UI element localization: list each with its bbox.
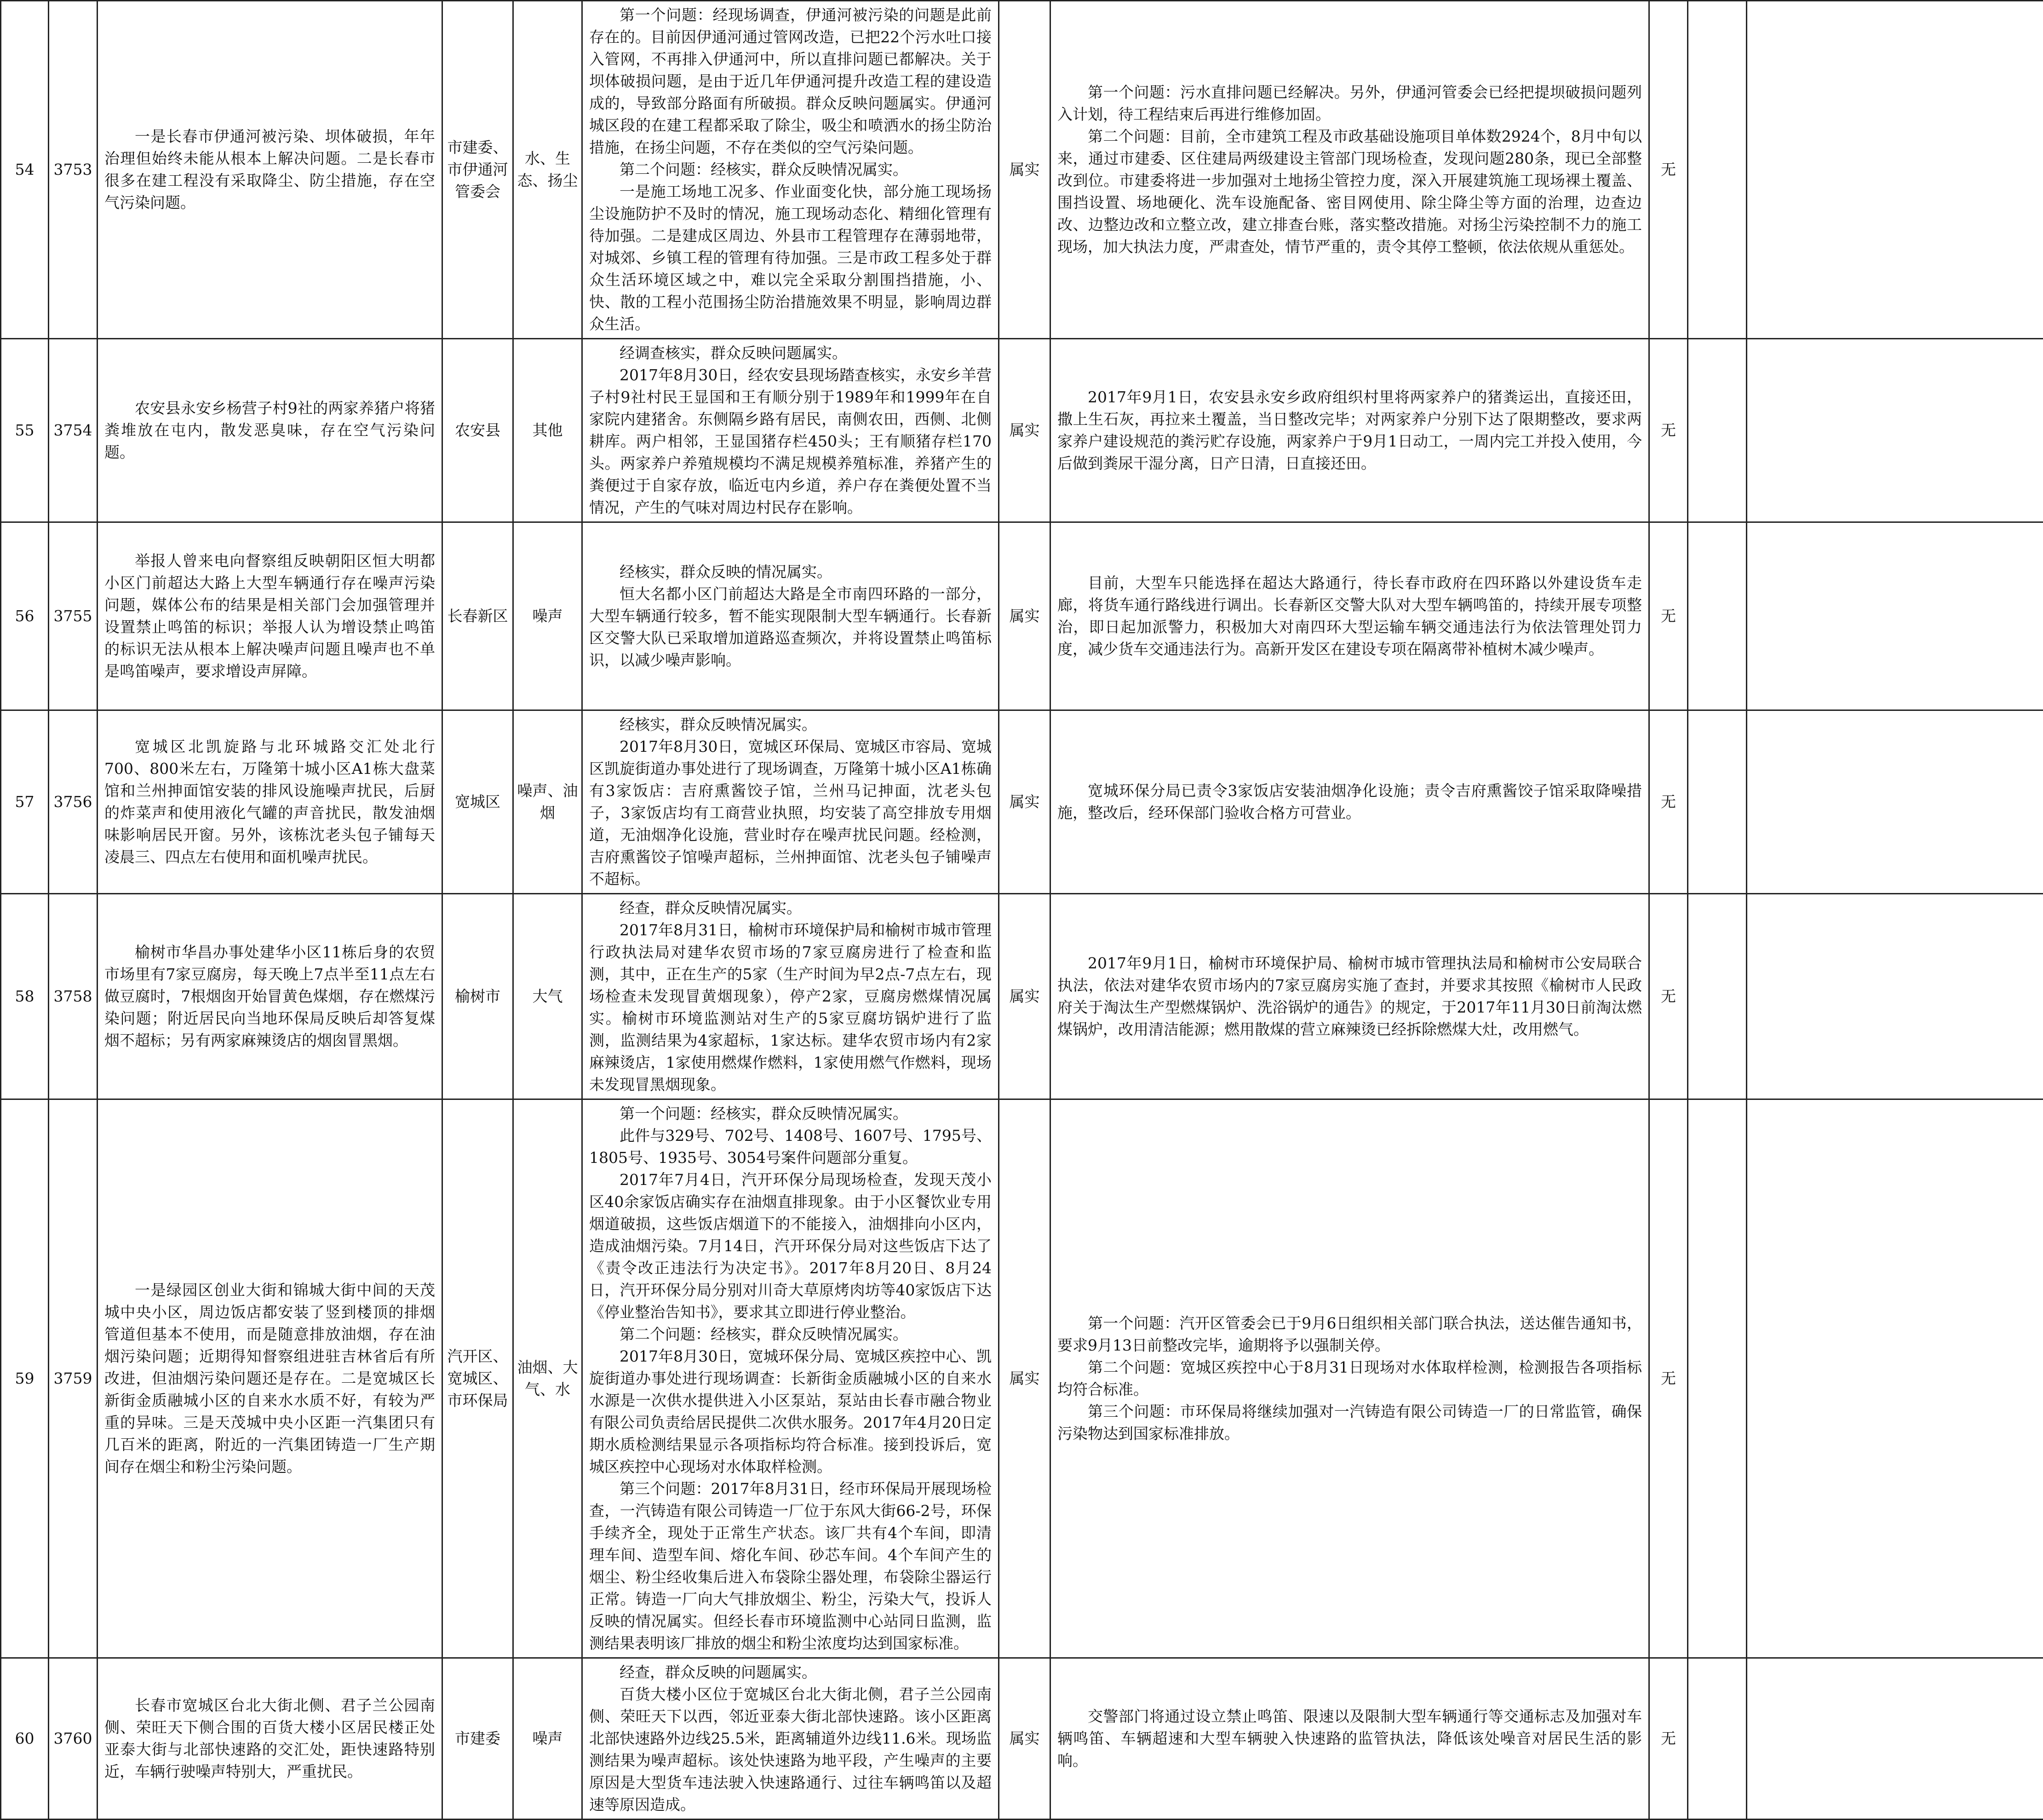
table-row: [1, 1658, 2043, 1820]
blank-cell: [1747, 710, 2043, 894]
case-id-cell: 3755: [49, 522, 98, 710]
paragraph: 目前，大型车只能选择在超达大路通行，待长春市政府在四环路以外建设货车走廊，将货车通行路线进行调出。长春新区交警大队对大型车辆鸣笛的，持续开展专项整治，即日起加派警力，积极加大对南四环大型运输车辆交通违法行为依法管理处罚力度，减少货车交通违法行为。高新开发区在建设专项在隔离带补植树木减少噪声。: [1057, 572, 1642, 660]
administrative-region-cell: 榆树市: [442, 894, 513, 1099]
paragraph: 第三个问题：市环保局将继续加强对一汽铸造有限公司铸造一厂的日常监管，确保污染物达到国家标准排放。: [1057, 1401, 1642, 1445]
handling-result-cell: [1050, 1099, 1649, 1658]
blank-cell: [1688, 1, 1747, 339]
accountability-cell: 无: [1649, 522, 1688, 710]
paragraph: 第二个问题：经核实，群众反映情况属实。: [589, 159, 992, 181]
paragraph: 经核实，群众反映情况属实。: [589, 714, 992, 736]
investigation-findings-cell: [582, 522, 999, 710]
verification-result-cell: 属实: [999, 522, 1050, 710]
table-row: [1, 894, 2043, 1099]
accountability-cell: 无: [1649, 710, 1688, 894]
case-id-cell: 3760: [49, 1658, 98, 1820]
paragraph: 第二个问题：目前，全市建筑工程及市政基础设施项目单体数2924个，8月中旬以来，通过市建委、区住建局两级建设主管部门现场检查，发现问题280条，现已全部整改到位。市建委将进一步加强对土地扬尘管控力度，深入开展建筑施工现场裸土覆盖、围挡设置、场地硬化、洗车设施配备、密目网使用、除尘降尘等方面的治理，边查边改、边整边改和立整立改，建立排查台账，落实整改措施。对扬尘污染控制不力的施工现场，加大执法力度，严肃查处，情节严重的，责令其停工整顿，依法依规从重惩处。: [1057, 126, 1642, 258]
handling-result-cell: [1050, 710, 1649, 894]
administrative-region-cell: 汽开区、宽城区、市环保局: [442, 1099, 513, 1658]
investigation-findings-cell: [582, 339, 999, 522]
blank-cell: [1688, 339, 1747, 522]
table-row: [1, 522, 2043, 710]
pollution-type-cell: 大气: [513, 894, 582, 1099]
paragraph: 第一个问题：汽开区管委会已于9月6日组织相关部门联合执法，送达催告通知书，要求9月13日前整改完毕，逾期将予以强制关停。: [1057, 1312, 1642, 1356]
paragraph: 宽城环保分局已责令3家饭店安装油烟净化设施；责令吉府熏酱饺子馆采取降噪措施，整改后，经环保部门验收合格方可营业。: [1057, 780, 1642, 824]
complaint-content-cell: [98, 1099, 442, 1658]
blank-cell: [1688, 522, 1747, 710]
handling-result-cell: [1050, 894, 1649, 1099]
complaint-content-cell: [98, 339, 442, 522]
administrative-region-cell: 市建委: [442, 1658, 513, 1820]
paragraph: 第三个问题：2017年8月31日，经市环保局开展现场检查，一汽铸造有限公司铸造一厂位于东风大街66-2号，环保手续齐全，现处于正常生产状态。该厂共有4个车间，即清理车间、造型车间、熔化车间、砂芯车间。4个车间产生的烟尘、粉尘经收集后进入布袋除尘器处理，布袋除尘器运行正常。铸造一厂向大气排放烟尘、粉尘，污染大气，投诉人反映的情况属实。但经长春市环境监测中心站同日监测，监测结果表明该厂排放的烟尘和粉尘浓度均达到国家标准。: [589, 1478, 992, 1654]
complaint-content-cell: [98, 710, 442, 894]
administrative-region-cell: 宽城区: [442, 710, 513, 894]
row-number-cell: 54: [1, 1, 49, 339]
pollution-type-cell: 噪声: [513, 522, 582, 710]
paragraph: 经查，群众反映的问题属实。: [589, 1661, 992, 1683]
verification-result-cell: 属实: [999, 339, 1050, 522]
complaint-text: 举报人曾来电向督察组反映朝阳区恒大明都小区门前超达大路上大型车辆通行存在噪声污染问题，媒体公布的结果是相关部门会加强管理并设置禁止鸣笛的标识；举报人认为增设禁止鸣笛的标识无法从根本上解决噪声问题且噪声也不单是鸣笛噪声，要求增设声屏障。: [104, 550, 435, 682]
pollution-type-cell: 其他: [513, 339, 582, 522]
blank-cell: [1747, 522, 2043, 710]
pollution-type-cell: 水、生态、扬尘: [513, 1, 582, 339]
pollution-type-cell: 油烟、大气、水: [513, 1099, 582, 1658]
verification-result-cell: 属实: [999, 1658, 1050, 1820]
verification-result-cell: 属实: [999, 1099, 1050, 1658]
pollution-type-cell: 噪声: [513, 1658, 582, 1820]
case-id-cell: 3758: [49, 894, 98, 1099]
case-id-cell: 3759: [49, 1099, 98, 1658]
accountability-cell: 无: [1649, 339, 1688, 522]
paragraph: 一是施工场地工况多、作业面变化快，部分施工现场扬尘设施防护不及时的情况，施工现场动态化、精细化管理有待加强。二是建成区周边、外县市工程管理存在薄弱地带，对城郊、乡镇工程的管理有待加强。三是市政工程多处于群众生活环境区域之中，难以完全采取分割围挡措施，小、快、散的工程小范围扬尘防治措施效果不明显，影响周边群众生活。: [589, 181, 992, 335]
paragraph: 第二个问题：宽城区疾控中心于8月31日现场对水体取样检测，检测报告各项指标均符合标准。: [1057, 1356, 1642, 1401]
blank-cell: [1747, 1099, 2043, 1658]
paragraph: 2017年8月31日，榆树市环境保护局和榆树市城市管理行政执法局对建华农贸市场的7家豆腐房进行了检查和监测，其中，正在生产的5家（生产时间为早2点-7点左右，现场检查未发现冒黄烟现象），停产2家，豆腐房燃煤情况属实。榆树市环境监测站对生产的5家豆腐坊锅炉进行了监测，监测结果为4家超标，1家达标。建华农贸市场内有2家麻辣烫店，1家使用燃煤作燃料，1家使用燃气作燃料，现场未发现冒黑烟现象。: [589, 919, 992, 1096]
row-number-cell: 56: [1, 522, 49, 710]
investigation-findings-cell: [582, 710, 999, 894]
administrative-region-cell: 长春新区: [442, 522, 513, 710]
complaint-text: 一是长春市伊通河被污染、坝体破损，年年治理但始终未能从根本上解决问题。二是长春市很多在建工程没有采取降尘、防尘措施，存在空气污染问题。: [104, 126, 435, 214]
pollution-type-cell: 噪声、油烟: [513, 710, 582, 894]
paragraph: 交警部门将通过设立禁止鸣笛、限速以及限制大型车辆通行等交通标志及加强对车辆鸣笛、车辆超速和大型车辆驶入快速路的监管执法，降低该处噪音对居民生活的影响。: [1057, 1706, 1642, 1772]
handling-result-cell: [1050, 522, 1649, 710]
table-row: [1, 1, 2043, 339]
case-id-cell: 3756: [49, 710, 98, 894]
complaint-text: 一是绿园区创业大街和锦城大街中间的天茂城中央小区，周边饭店都安装了竖到楼顶的排烟管道但基本不使用，而是随意排放油烟，存在油烟污染问题；近期得知督察组进驻吉林省后有所改进，但油烟污染问题还是存在。二是宽城区长新街金质融城小区的自来水水质不好，有较为严重的异味。三是天茂城中央小区距一汽集团只有几百米的距离，附近的一汽集团铸造一厂生产期间存在烟尘和粉尘污染问题。: [104, 1279, 435, 1478]
investigation-findings-cell: [582, 894, 999, 1099]
paragraph: 2017年9月1日，农安县永安乡政府组织村里将两家养户的猪粪运出，直接还田，撒上生石灰，再拉来土覆盖，当日整改完毕；对两家养户分别下达了限期整改，要求两家养户建设规范的粪污贮存设施，两家养户于9月1日动工，一周内完工并投入使用，今后做到粪尿干湿分离，日产日清，日直接还田。: [1057, 386, 1642, 475]
accountability-cell: 无: [1649, 1658, 1688, 1820]
blank-cell: [1747, 1, 2043, 339]
case-id-cell: 3753: [49, 1, 98, 339]
complaint-text: 长春市宽城区台北大街北侧、君子兰公园南侧、荣旺天下侧合围的百货大楼小区居民楼正处亚泰大街与北部快速路的交汇处，距快速路特别近，车辆行驶噪声特别大，严重扰民。: [104, 1694, 435, 1783]
investigation-findings-cell: [582, 1658, 999, 1820]
blank-cell: [1747, 339, 2043, 522]
paragraph: 2017年8月30日，宽城环保分局、宽城区疾控中心、凯旋街道办事处进行现场调查：长新街金质融城小区的自来水水源是一次供水提供进入小区泵站，泵站由长春市融合物业有限公司负责给居民提供二次供水服务。2017年4月20日定期水质检测结果显示各项指标均符合标准。接到投诉后，宽城区疾控中心现场对水体取样检测。: [589, 1345, 992, 1478]
administrative-region-cell: 农安县: [442, 339, 513, 522]
complaint-content-cell: [98, 1, 442, 339]
paragraph: 第二个问题：经核实，群众反映情况属实。: [589, 1323, 992, 1345]
paragraph: 百货大楼小区位于宽城区台北大街北侧，君子兰公园南侧、荣旺天下以西，邻近亚泰大街北部快速路。该小区距离北部快速路外边线25.5米，距离辅道外边线11.6米。现场监测结果为噪声超标。该处快速路为地平段，产生噪声的主要原因是大型货车违法驶入快速路通行、过往车辆鸣笛以及超速等原因造成。: [589, 1683, 992, 1816]
verification-result-cell: 属实: [999, 710, 1050, 894]
handling-result-cell: [1050, 1, 1649, 339]
row-number-cell: 58: [1, 894, 49, 1099]
paragraph: 2017年8月30日，经农安县现场踏查核实，永安乡羊营子村9社村民王显国和王有顺分别于1989年和1999年在自家院内建猪舍。东侧隔乡路有居民，南侧农田，西侧、北侧耕库。两户相邻，王显国猪存栏450头；王有顺猪存栏170头。两家养户养殖规模均不满足规模养殖标准，养猪产生的粪便过于自家存放，临近屯内乡道，养户存在粪便处置不当情况，产生的气味对周边村民存在影响。: [589, 364, 992, 519]
paragraph: 经查，群众反映情况属实。: [589, 897, 992, 919]
verification-result-cell: 属实: [999, 894, 1050, 1099]
administrative-region-cell: 市建委、市伊通河管委会: [442, 1, 513, 339]
verification-result-cell: 属实: [999, 1, 1050, 339]
handling-result-cell: [1050, 1658, 1649, 1820]
paragraph: 第一个问题：经核实，群众反映情况属实。: [589, 1103, 992, 1125]
row-number-cell: 59: [1, 1099, 49, 1658]
investigation-findings-cell: [582, 1099, 999, 1658]
accountability-cell: 无: [1649, 894, 1688, 1099]
blank-cell: [1688, 894, 1747, 1099]
complaint-content-cell: [98, 894, 442, 1099]
complaint-text: 宽城区北凯旋路与北环城路交汇处北行700、800米左右，万隆第十城小区A1栋大盘菜馆和兰州抻面馆安装的排风设施噪声扰民，后厨的炸菜声和使用液化气罐的声音扰民，散发油烟味影响居民开窗。另外，该栋沈老头包子铺每天凌晨三、四点左右使用和面机噪声扰民。: [104, 736, 435, 868]
paragraph: 第一个问题：污水直排问题已经解决。另外，伊通河管委会已经把提坝破损问题列入计划，待工程结束后再进行维修加固。: [1057, 81, 1642, 126]
paragraph: 经核实，群众反映的情况属实。: [589, 561, 992, 583]
blank-cell: [1688, 1099, 1747, 1658]
blank-cell: [1688, 710, 1747, 894]
case-id-cell: 3754: [49, 339, 98, 522]
handling-result-cell: [1050, 339, 1649, 522]
blank-cell: [1747, 894, 2043, 1099]
blank-cell: [1688, 1658, 1747, 1820]
table-row: [1, 1099, 2043, 1658]
paragraph: 此件与329号、702号、1408号、1607号、1795号、1805号、1935号、3054号案件问题部分重复。: [589, 1125, 992, 1169]
paragraph: 经调查核实，群众反映问题属实。: [589, 342, 992, 364]
complaint-text: 农安县永安乡杨营子村9社的两家养猪户将猪粪堆放在屯内，散发恶臭味，存在空气污染问题。: [104, 397, 435, 464]
investigation-findings-cell: [582, 1, 999, 339]
accountability-cell: 无: [1649, 1, 1688, 339]
table-row: [1, 710, 2043, 894]
paragraph: 2017年9月1日，榆树市环境保护局、榆树市城市管理执法局和榆树市公安局联合执法，依法对建华农贸市场内的7家豆腐房实施了查封，并要求其按照《榆树市人民政府关于淘汰生产型燃煤锅炉、洗浴锅炉的通告》的规定，于2017年11月30日前淘汰燃煤锅炉，改用清洁能源；燃用散煤的营立麻辣烫已经拆除燃煤大灶，改用燃气。: [1057, 952, 1642, 1041]
complaint-text: 榆树市华昌办事处建华小区11栋后身的农贸市场里有7家豆腐房，每天晚上7点半至11点左右做豆腐时，7根烟囱开始冒黄色煤烟，存在燃煤污染问题；附近居民向当地环保局反映后却答复煤烟不超标；另有两家麻辣烫店的烟囱冒黑烟。: [104, 941, 435, 1052]
complaint-content-cell: [98, 522, 442, 710]
complaint-content-cell: [98, 1658, 442, 1820]
paragraph: 恒大名都小区门前超达大路是全市南四环路的一部分，大型车辆通行较多，暂不能实现限制大型车辆通行。长春新区交警大队已采取增加道路巡查频次，并将设置禁止鸣笛标识，以减少噪声影响。: [589, 583, 992, 671]
row-number-cell: 60: [1, 1658, 49, 1820]
table-row: [1, 339, 2043, 522]
row-number-cell: 57: [1, 710, 49, 894]
paragraph: 2017年8月30日，宽城区环保局、宽城区市容局、宽城区凯旋街道办事处进行了现场调查，万隆第十城小区A1栋确有3家饭店：吉府熏酱饺子馆，兰州马记抻面，沈老头包子，3家饭店均有工商营业执照，均安装了高空排放专用烟道，无油烟净化设施，营业时存在噪声扰民问题。经检测，吉府熏酱饺子馆噪声超标，兰州抻面馆、沈老头包子铺噪声不超标。: [589, 736, 992, 890]
row-number-cell: 55: [1, 339, 49, 522]
paragraph: 2017年7月4日，汽开环保分局现场检查，发现天茂小区40余家饭店确实存在油烟直排现象。由于小区餐饮业专用烟道破损，这些饭店烟道下的不能接入，油烟排向小区内，造成油烟污染。7月14日，汽开环保分局对这些饭店下达了《责令改正违法行为决定书》。2017年8月20日、8月24日，汽开环保分局分别对川奇大草原烤肉坊等40家饭店下达《停业整治告知书》，要求其立即进行停业整治。: [589, 1169, 992, 1323]
blank-cell: [1747, 1658, 2043, 1820]
paragraph: 第一个问题：经现场调查，伊通河被污染的问题是此前存在的。目前因伊通河通过管网改造，已把22个污水吐口接入管网，不再排入伊通河中，所以直排问题已都解决。关于坝体破损问题，是由于近几年伊通河提升改造工程的建设造成的，导致部分路面有所破损。群众反映问题属实。伊通河城区段的在建工程都采取了除尘，吸尘和喷洒水的扬尘防治措施，在扬尘问题，不存在类似的空气污染问题。: [589, 4, 992, 159]
accountability-cell: 无: [1649, 1099, 1688, 1658]
